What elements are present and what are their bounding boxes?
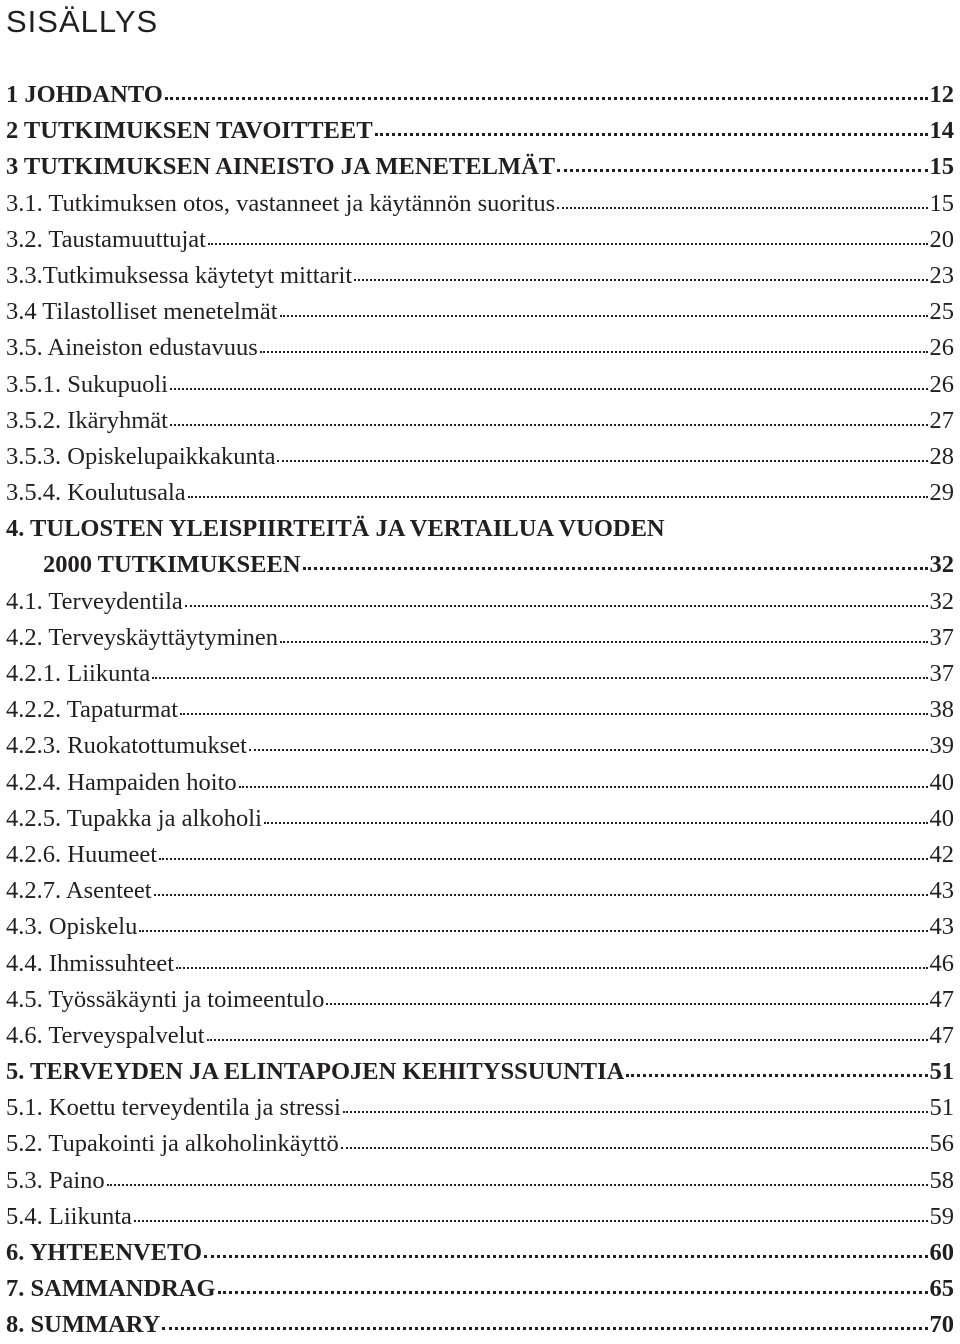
- toc-entry-label: 4.6. Terveyspalvelut: [6, 1021, 205, 1049]
- toc-entry-page: 25: [929, 298, 954, 326]
- toc-entry-page: 20: [929, 225, 954, 253]
- toc-entry[interactable]: [6, 511, 954, 547]
- toc-entry-label: 4.1. Terveydentila: [6, 587, 183, 615]
- dot-leader: [280, 314, 928, 317]
- dot-leader: [557, 206, 927, 209]
- toc-entry-page: 26: [929, 370, 954, 398]
- toc-entry[interactable]: [6, 403, 954, 439]
- toc-entry-page: 28: [929, 442, 954, 470]
- toc-entry-label: 7. SAMMANDRAG: [6, 1275, 216, 1303]
- toc-entry-label: 4. TULOSTEN YLEISPIIRTEITÄ JA VERTAILUA VUODEN: [6, 515, 665, 543]
- toc-entry[interactable]: [6, 149, 954, 185]
- toc-entry-label-continued: 2000 TUTKIMUKSEEN: [43, 551, 301, 579]
- toc-entry[interactable]: [6, 1307, 954, 1343]
- dot-leader: [249, 748, 928, 751]
- toc-entry-label: 3.5.4. Koulutusala: [6, 479, 186, 507]
- dot-leader: [375, 132, 928, 136]
- dot-leader: [165, 96, 928, 100]
- toc-entry-page: 27: [929, 406, 954, 434]
- dot-leader: [162, 1326, 927, 1330]
- toc-entry-label: 3.3.Tutkimuksessa käytetyt mittarit: [6, 261, 353, 289]
- dot-leader: [152, 676, 927, 679]
- dot-leader: [277, 459, 927, 462]
- toc-entry[interactable]: [6, 113, 954, 149]
- toc-entry[interactable]: [6, 294, 954, 330]
- toc-entry[interactable]: [6, 692, 954, 728]
- toc-entry-label: 5.3. Paino: [6, 1166, 105, 1194]
- toc-entry-label: 4.5. Työssäkäynti ja toimeentulo: [6, 985, 325, 1013]
- dot-leader: [260, 350, 928, 353]
- dot-leader: [107, 1183, 928, 1186]
- toc-entry-label: 2 TUTKIMUKSEN TAVOITTEET: [6, 117, 373, 145]
- toc-entry-page: 32: [929, 551, 954, 579]
- dot-leader: [354, 278, 927, 281]
- toc-entry-page: 40: [929, 768, 954, 796]
- toc-entry-label: 3.5.1. Sukupuoli: [6, 370, 168, 398]
- toc-entry-label: 4.2.6. Huumeet: [6, 840, 158, 868]
- dot-leader: [185, 604, 928, 607]
- dot-leader: [626, 1073, 927, 1077]
- toc-entry-page: 39: [929, 732, 954, 760]
- toc-entry[interactable]: [6, 620, 954, 656]
- toc-entry[interactable]: [6, 367, 954, 403]
- toc-entry-label: 4.2.5. Tupakka ja alkoholi: [6, 804, 262, 832]
- dot-leader: [218, 1290, 928, 1294]
- toc-entry-page: 47: [929, 1021, 954, 1049]
- dot-leader: [134, 1219, 928, 1222]
- dot-leader: [154, 893, 928, 896]
- dot-leader: [280, 640, 927, 643]
- toc-entry-page: 47: [929, 985, 954, 1013]
- toc-entry-page: 43: [929, 877, 954, 905]
- dot-leader: [264, 821, 928, 824]
- toc-entry-page: 40: [929, 804, 954, 832]
- toc-entry-page: 42: [929, 840, 954, 868]
- toc-entry[interactable]: [6, 982, 954, 1018]
- dot-leader: [207, 1038, 928, 1041]
- toc-entry-page: 65: [929, 1275, 954, 1303]
- dot-leader: [204, 1254, 927, 1258]
- toc-entry[interactable]: [6, 656, 954, 692]
- toc-entry[interactable]: [6, 584, 954, 620]
- toc-entry[interactable]: [6, 801, 954, 837]
- toc-entry-label: 4.2.2. Tapaturmat: [6, 696, 179, 724]
- dot-leader: [303, 566, 928, 570]
- toc-entry[interactable]: [6, 222, 954, 258]
- toc-entry-label: 3.4 Tilastolliset menetelmät: [6, 298, 278, 326]
- toc-entry[interactable]: [6, 946, 954, 982]
- toc-entry-page: 51: [929, 1058, 954, 1086]
- toc-entry-label: 4.2.4. Hampaiden hoito: [6, 768, 237, 796]
- toc-entry-label: 8. SUMMARY: [6, 1311, 161, 1339]
- dot-leader: [326, 1002, 927, 1005]
- toc-entry-label: 6. YHTEENVETO: [6, 1239, 203, 1266]
- toc-entry-label: 3.2. Taustamuuttujat: [6, 225, 206, 253]
- dot-leader: [139, 929, 927, 932]
- toc-entry-page: 15: [929, 189, 954, 217]
- toc-entry[interactable]: [6, 1271, 954, 1307]
- toc-entry-label: 4.2.3. Ruokatottumukset: [6, 732, 247, 760]
- toc-entry[interactable]: [6, 1235, 954, 1271]
- toc-entry-page: 23: [929, 261, 954, 289]
- toc-entry[interactable]: [6, 1163, 954, 1199]
- dot-leader: [180, 712, 927, 715]
- toc-entry-label: 4.2.1. Liikunta: [6, 660, 151, 687]
- toc-entry[interactable]: [6, 258, 954, 294]
- toc-entry-page: 29: [929, 479, 954, 507]
- toc-entry-continuation[interactable]: [6, 547, 954, 583]
- toc-entry[interactable]: [6, 77, 954, 113]
- toc-entry-page: 60: [929, 1239, 954, 1266]
- toc-entry-page: 51: [929, 1094, 954, 1122]
- dot-leader: [239, 785, 928, 788]
- toc-entry-page: 15: [929, 153, 954, 181]
- dot-leader: [159, 857, 927, 860]
- toc-entry-page: 26: [929, 334, 954, 362]
- toc-entry-label: 4.4. Ihmissuhteet: [6, 949, 175, 977]
- toc-entry-label: 5.4. Liikunta: [6, 1202, 132, 1230]
- dot-leader: [341, 1146, 928, 1149]
- toc-entry-page: 46: [929, 949, 954, 977]
- toc-entry-label: 3.5.2. Ikäryhmät: [6, 406, 168, 434]
- toc-entry-label: 3 TUTKIMUKSEN AINEISTO JA MENETELMÄT: [6, 153, 556, 181]
- dot-leader: [208, 242, 928, 245]
- toc-entry-label: 3.1. Tutkimuksen otos, vastanneet ja käytännön suoritus: [6, 189, 556, 217]
- page-title: SISÄLLYS: [6, 4, 159, 39]
- toc-entry[interactable]: [6, 439, 954, 475]
- dot-leader: [170, 423, 928, 426]
- toc-entry[interactable]: [6, 873, 954, 909]
- toc-entry[interactable]: [6, 330, 954, 366]
- dot-leader: [170, 387, 928, 390]
- toc-entry-label: 5. TERVEYDEN JA ELINTAPOJEN KEHITYSSUUNTIA: [6, 1058, 625, 1086]
- toc-entry-page: 59: [929, 1202, 954, 1230]
- toc-entry-page: 56: [929, 1130, 954, 1158]
- toc-entry-page: 38: [929, 696, 954, 724]
- toc-entry-page: 12: [929, 81, 954, 108]
- dot-leader: [188, 495, 928, 498]
- toc-entry-page: 32: [929, 587, 954, 615]
- toc-entry[interactable]: [6, 837, 954, 873]
- toc-entry-label: 4.2. Terveyskäyttäytyminen: [6, 623, 279, 651]
- toc-entry-page: 58: [929, 1166, 954, 1194]
- toc-entry[interactable]: [6, 186, 954, 222]
- toc-entry-label: 1 JOHDANTO: [6, 81, 163, 108]
- toc-entry[interactable]: [6, 909, 954, 945]
- toc-entry-label: 5.1. Koettu terveydentila ja stressi: [6, 1094, 341, 1122]
- toc-entry-label: 4.3. Opiskelu: [6, 913, 138, 941]
- toc-entry-page: 14: [929, 117, 954, 145]
- toc-entry-page: 70: [929, 1311, 954, 1339]
- toc-entry[interactable]: [6, 728, 954, 764]
- toc-entry[interactable]: [6, 1090, 954, 1126]
- toc-entry-page: 37: [929, 623, 954, 651]
- toc-entry-label: 3.5. Aineiston edustavuus: [6, 334, 258, 362]
- toc-entry[interactable]: [6, 1199, 954, 1235]
- toc-entry-page: 43: [929, 913, 954, 941]
- toc-entry[interactable]: [6, 765, 954, 801]
- dot-leader: [176, 966, 927, 969]
- toc-entry[interactable]: [6, 475, 954, 511]
- dot-leader: [343, 1110, 928, 1113]
- dot-leader: [557, 168, 927, 172]
- toc-entry-label: 3.5.3. Opiskelupaikkakunta: [6, 442, 276, 470]
- toc-entry[interactable]: [6, 1054, 954, 1090]
- toc-entry-label: 5.2. Tupakointi ja alkoholinkäyttö: [6, 1130, 339, 1158]
- toc-entry[interactable]: [6, 1018, 954, 1054]
- table-of-contents: [6, 77, 954, 1344]
- toc-entry-label: 4.2.7. Asenteet: [6, 877, 152, 905]
- toc-entry-page: 37: [929, 660, 954, 687]
- toc-entry[interactable]: [6, 1126, 954, 1162]
